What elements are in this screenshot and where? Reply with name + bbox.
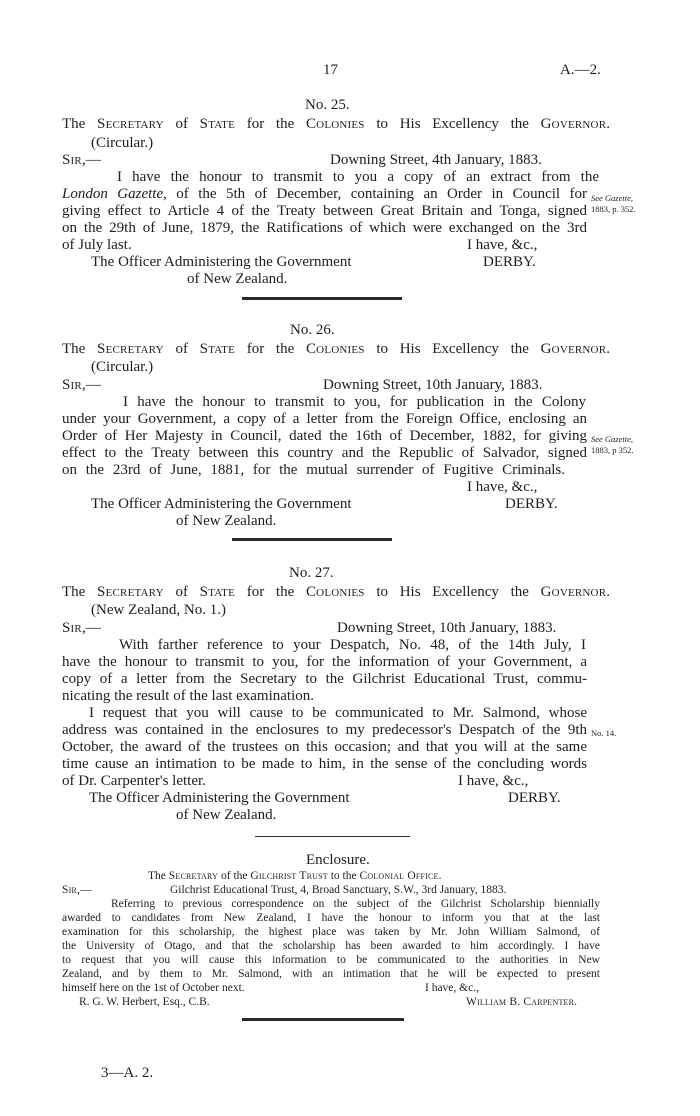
letter-27-line-4: nicating the result of the last examination.: [62, 688, 315, 704]
letter-25-number: No. 25.: [305, 97, 350, 113]
heading-text: for the: [235, 116, 306, 132]
heading-secretary: Secretary: [168, 870, 219, 882]
letter-27-address: Downing Street, 10th January, 1883.: [337, 620, 557, 636]
letter-25-signature: DERBY.: [483, 254, 536, 270]
heading-governor: Governor: [540, 341, 607, 357]
letter-25-margin-note-page: 1883, p. 352.: [591, 204, 636, 214]
letter-26-line-3: Order of Her Majesty in Council, dated the 16th of December, 1882, for giving: [62, 428, 587, 444]
heading-state: State: [199, 584, 236, 600]
letter-27-officer: The Officer Administering the Government: [89, 790, 350, 806]
heading-text: for the: [235, 341, 306, 357]
heading-secretary: Secretary: [97, 341, 164, 357]
letter-27-line-5: I request that you will cause to be communicated to Mr. Salmond, whose: [89, 705, 587, 721]
heading-secretary: Secretary: [97, 584, 164, 600]
letter-26-closing: I have, &c.,: [467, 479, 538, 495]
letter-26-signature: DERBY.: [505, 496, 558, 512]
letter-25-line-2: [62, 186, 587, 203]
letter-25-margin-note: See Gazette,: [591, 193, 634, 203]
enclosure-line-3: examination for this scholarship, the highest place was taken by Mr. John William Salmond, of: [62, 926, 600, 938]
heading-text: of: [163, 584, 200, 600]
letter-25-closing: I have, &c.,: [467, 237, 538, 253]
letter-26-number: No. 26.: [290, 322, 335, 338]
page-number: 17: [323, 62, 338, 78]
section-divider: [232, 538, 392, 541]
enclosure-line-4: the University of Otago, and that the scholarship has been awarded to him accordingly. I have: [62, 940, 600, 952]
london-gazette-italic: London Gazette,: [62, 186, 167, 202]
enclosure-address: Gilchrist Educational Trust, 4, Broad Sanctuary, S.W., 3rd January, 1883.: [170, 884, 507, 896]
letter-27-line-1: With farther reference to your Despatch, No. 48, of the 14th July, I: [119, 637, 586, 653]
letter-27-line-8: time cause an intimation to be made to him, in the sense of the concluding words: [62, 756, 587, 772]
heading-text: to the: [327, 870, 360, 882]
letter-27-number: No. 27.: [289, 565, 334, 581]
letter-27-line-9: of Dr. Carpenter's letter.: [62, 773, 206, 789]
letter-26-address: Downing Street, 10th January, 1883.: [323, 377, 543, 393]
letter-27-signature: DERBY.: [508, 790, 561, 806]
letter-25-officer-line-2: of New Zealand.: [187, 271, 288, 287]
letter-27-closing: I have, &c.,: [458, 773, 529, 789]
letter-25-subheading: (Circular.): [91, 135, 154, 151]
letter-27-heading: [62, 584, 610, 601]
letter-25-line-3: giving effect to Article 4 of the Treaty between Great Britain and Tonga, signed: [62, 203, 587, 219]
letter-27-subheading: (New Zealand, No. 1.): [91, 602, 226, 618]
heading-state: State: [199, 341, 236, 357]
letter-26-line-4: effect to the Treaty between this country and the Republic of Salvador, signed: [62, 445, 587, 461]
letter-26-subheading: (Circular.): [91, 359, 154, 375]
letter-26-margin-note: See Gazette,: [591, 434, 634, 444]
heading-text: The: [62, 584, 98, 600]
heading-text: .: [438, 870, 442, 882]
letter-27-line-3: copy of a letter from the Secretary to the Gilchrist Educational Trust, commu-: [62, 671, 587, 687]
heading-text: for the: [235, 584, 306, 600]
enclosure-line-1: Referring to previous correspondence on the subject of the Gilchrist Scholarship biennially: [111, 898, 600, 910]
heading-text: of: [163, 116, 200, 132]
heading-state: State: [199, 116, 236, 132]
enclosure-title: Enclosure.: [306, 852, 370, 868]
heading-secretary: Secretary: [97, 116, 164, 132]
heading-gilchrist-trust: Gilchrist Trust: [250, 870, 328, 882]
letter-25-line-5: of July last.: [62, 237, 132, 253]
letter-27-line-7: October, the award of the trustees on this occasion; and that you will at the same: [62, 739, 587, 755]
signature-mark: 3—A. 2.: [101, 1065, 154, 1081]
heading-governor: Governor: [540, 584, 607, 600]
letter-25-line-4: on the 29th of June, 1879, the Ratifications of which were exchanged on the 3rd: [62, 220, 587, 236]
heading-colonies: Colonies: [305, 341, 365, 357]
letter-27-salutation: Sir,—: [62, 620, 102, 636]
letter-26-line-5: on the 23rd of June, 1881, for the mutual surrender of Fugitive Criminals.: [62, 462, 565, 478]
heading-text: The: [148, 870, 169, 882]
letter-27-officer-line-2: of New Zealand.: [176, 807, 277, 823]
heading-colonial-office: Colonial Office: [359, 870, 439, 882]
heading-colonies: Colonies: [305, 584, 365, 600]
heading-text: The: [62, 341, 98, 357]
letter-25-heading: [62, 116, 610, 133]
line-text: of the 5th of December, containing an Order in Council for: [166, 186, 587, 202]
heading-text: of the: [218, 870, 251, 882]
enclosure-divider: [255, 836, 410, 837]
letter-25-address: Downing Street, 4th January, 1883.: [330, 152, 542, 168]
letter-26-officer-line-2: of New Zealand.: [176, 513, 277, 529]
heading-text: .: [606, 584, 610, 600]
enclosure-line-6: Zealand, and by them to Mr. Salmond, with an intimation that he will be expected to present: [62, 968, 600, 980]
enclosure-heading: [148, 870, 442, 884]
enclosure-signature: William B. Carpenter.: [466, 996, 578, 1008]
heading-text: to His Excellency the: [364, 341, 541, 357]
section-divider: [242, 1018, 404, 1021]
letter-26-heading: [62, 341, 610, 358]
letter-25-officer: The Officer Administering the Government: [91, 254, 352, 270]
letter-25-salutation: Sir,—: [62, 152, 102, 168]
letter-26-salutation: Sir,—: [62, 377, 102, 393]
heading-colonies: Colonies: [305, 116, 365, 132]
enclosure-line-7: himself here on the 1st of October next.: [62, 982, 245, 994]
enclosure-addressee: R. G. W. Herbert, Esq., C.B.: [79, 996, 210, 1008]
letter-27-margin-note: No. 14.: [591, 728, 617, 738]
letter-26-line-2: under your Government, a copy of a letter from the Foreign Office, enclosing an: [62, 411, 587, 427]
heading-text: of: [163, 341, 200, 357]
enclosure-line-5: to request that you will cause this information to be communicated to the authorities in New: [62, 954, 600, 966]
heading-text: The: [62, 116, 98, 132]
section-divider: [242, 297, 402, 300]
enclosure-closing: I have, &c.,: [425, 982, 479, 994]
heading-text: .: [606, 116, 610, 132]
heading-governor: Governor: [540, 116, 607, 132]
letter-26-line-1: I have the honour to transmit to you, for publication in the Colony: [123, 394, 586, 410]
letter-26-margin-note-page: 1883, p 352.: [591, 445, 634, 455]
enclosure-line-2: awarded to candidates from New Zealand, I have the honour to inform you that at the last: [62, 912, 600, 924]
document-reference: A.—2.: [560, 62, 601, 78]
letter-27-line-6: address was contained in the enclosures to my predecessor's Despatch of the 9th: [62, 722, 587, 738]
enclosure-salutation: Sir,—: [62, 884, 92, 896]
heading-text: to His Excellency the: [364, 584, 541, 600]
heading-text: to His Excellency the: [364, 116, 541, 132]
letter-27-line-2: have the honour to transmit to you, for the information of your Government, a: [62, 654, 587, 670]
letter-26-officer: The Officer Administering the Government: [91, 496, 352, 512]
letter-25-line-1: I have the honour to transmit to you a copy of an extract from the: [117, 169, 599, 185]
heading-text: .: [606, 341, 610, 357]
